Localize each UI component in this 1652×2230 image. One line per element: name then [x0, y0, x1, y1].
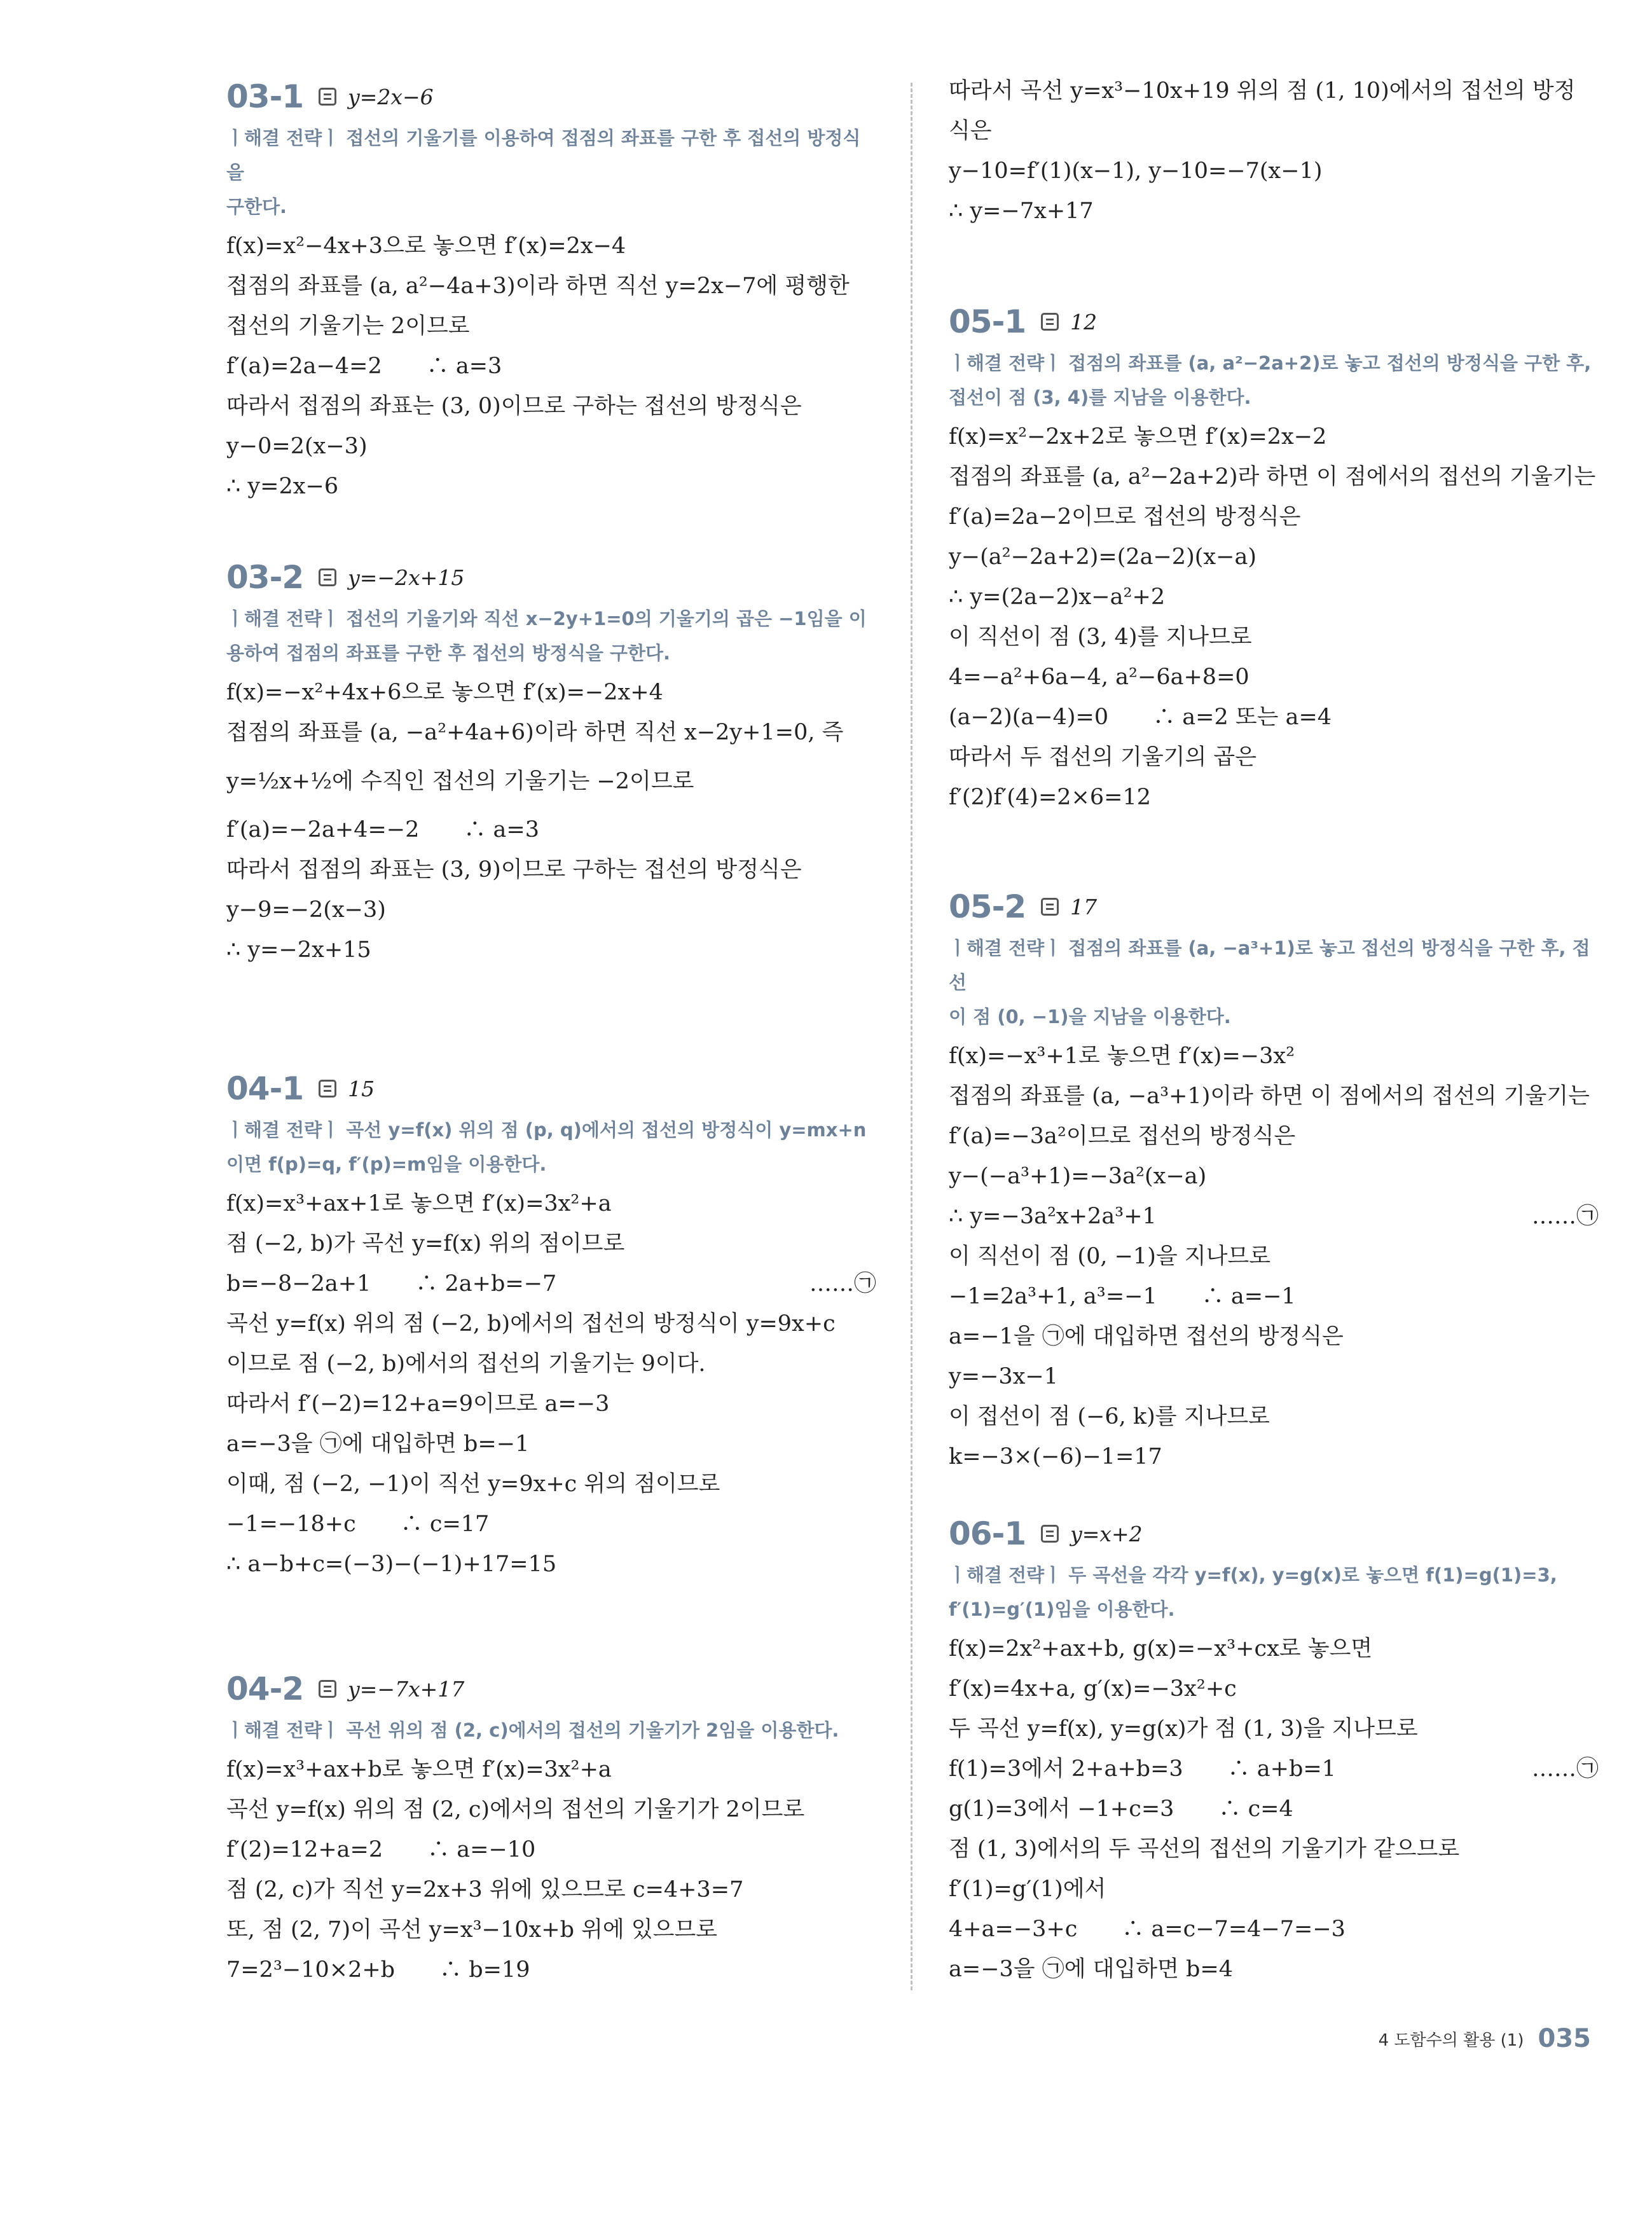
solution-line: g(1)=3에서 −1+c=3 ∴ c=4: [949, 1796, 1293, 1822]
solution-line: a=−3을 ㉠에 대입하면 b=−1: [226, 1431, 530, 1457]
answer-icon: [319, 88, 336, 106]
solution-body: [226, 673, 876, 970]
solution-line: 접점의 좌표를 (a, −a²+4a+6)이라 하면 직선 x−2y+1=0, 즉: [226, 720, 844, 745]
solution-line: f′(2)=12+a=2 ∴ a=−10: [226, 1837, 536, 1862]
problem-header: [226, 78, 876, 116]
solution-line: 7=2³−10×2+b ∴ b=19: [226, 1957, 530, 1983]
strategy-line: ㅣ해결 전략ㅣ 두 곡선을 각각 y=f(x), y=g(x)로 놓으면 f(1)=g(1)=3,: [949, 1564, 1557, 1586]
solution-line: 접점의 좌표를 (a, −a³+1)이라 하면 이 점에서의 접선의 기울기는: [949, 1084, 1590, 1109]
solution-body: [949, 1629, 1599, 1990]
strategy-line: ㅣ해결 전략ㅣ 곡선 y=f(x) 위의 점 (p, q)에서의 접선의 방정식이 y=mx+n: [226, 1119, 867, 1141]
problem-header: [949, 1515, 1599, 1553]
solution-line: ∴ y=−7x+17: [949, 198, 1094, 224]
answer-value: y=−2x+15: [348, 565, 465, 590]
answer-icon: [1041, 313, 1059, 331]
solution-line: 따라서 f′(−2)=12+a=9이므로 a=−3: [226, 1391, 610, 1417]
answer-icon: [319, 1680, 336, 1698]
solution-line: −1=−18+c ∴ c=17: [226, 1511, 490, 1537]
solution-body: [949, 1036, 1599, 1477]
problem-number: 06-1: [949, 1515, 1026, 1552]
solution-line: 이 직선이 점 (0, −1)을 지나므로: [949, 1244, 1271, 1269]
strategy-line: ㅣ해결 전략ㅣ 곡선 위의 점 (2, c)에서의 접선의 기울기가 2임을 이용한다.: [226, 1719, 839, 1741]
solution-line: y−(−a³+1)=−3a²(x−a): [949, 1164, 1207, 1189]
problem-number: 03-2: [226, 559, 304, 596]
solution-line: [226, 1264, 876, 1304]
solution-line: f(x)=−x²+4x+6으로 놓으면 f′(x)=−2x+4: [226, 680, 663, 705]
solution-line: 두 곡선 y=f(x), y=g(x)가 점 (1, 3)을 지나므로: [949, 1716, 1418, 1742]
solution-body: [226, 226, 876, 507]
problem-number: 04-1: [226, 1070, 304, 1107]
problem-header: [226, 1070, 876, 1108]
solution-line: f(x)=x²−4x+3으로 놓으면 f′(x)=2x−4: [226, 233, 626, 259]
solution-line: (a−2)(a−4)=0 ∴ a=2 또는 a=4: [949, 705, 1332, 730]
problem-header: [226, 558, 876, 596]
problem-header: [949, 303, 1599, 341]
problem-03-1: [226, 78, 876, 507]
solution-line: 이 접선이 점 (−6, k)를 지나므로: [949, 1404, 1270, 1429]
strategy-line: 접선이 점 (3, 4)를 지남을 이용한다.: [949, 387, 1251, 408]
solution-line: f′(x)=4x+a, g′(x)=−3x²+c: [949, 1676, 1237, 1702]
solution-line: y=−3x−1: [949, 1364, 1059, 1389]
solution-line: 곡선 y=f(x) 위의 점 (2, c)에서의 접선의 기울기가 2이므로: [226, 1797, 805, 1822]
solution-line: y−0=2(x−3): [226, 434, 368, 459]
solution-line: 따라서 접점의 좌표는 (3, 0)이므로 구하는 접선의 방정식은: [226, 394, 802, 419]
solution-line: f(x)=x³+ax+b로 놓으면 f′(x)=3x²+a: [226, 1757, 612, 1782]
strategy-line: ㅣ해결 전략ㅣ 접점의 좌표를 (a, a²−2a+2)로 놓고 접선의 방정식을 구한 후,: [949, 352, 1592, 374]
chapter-label: 4 도함수의 활용 (1): [1378, 2030, 1524, 2050]
answer-icon: [1041, 1525, 1059, 1543]
solution-line: [949, 1749, 1599, 1789]
solution-line: f′(a)=−3a²이므로 접선의 방정식은: [949, 1124, 1296, 1149]
solution-line: ∴ y=2x−6: [226, 474, 339, 499]
answer-value: y=−7x+17: [348, 1676, 465, 1702]
strategy-line: ㅣ해결 전략ㅣ 접선의 기울기를 이용하여 접점의 좌표를 구한 후 접선의 방정식을: [226, 127, 861, 183]
solution-line: y=½x+½에 수직인 접선의 기울기는 −2이므로: [226, 769, 694, 794]
solution-line: f′(2)f′(4)=2×6=12: [949, 785, 1152, 810]
solution-text: ∴ y=−3a²x+2a³+1: [949, 1204, 1157, 1229]
answer-value: 15: [348, 1076, 375, 1101]
solution-line: 4=−a²+6a−4, a²−6a+8=0: [949, 664, 1249, 690]
solution-strategy: [226, 1113, 876, 1181]
solution-body: [226, 1750, 876, 1990]
answer-value: 12: [1070, 309, 1098, 334]
solution-line: 또, 점 (2, 7)이 곡선 y=x³−10x+b 위에 있으므로: [226, 1917, 718, 1943]
solution-strategy: [226, 1713, 876, 1747]
answer-icon: [319, 568, 336, 586]
problem-number: 03-1: [226, 78, 304, 115]
solution-strategy: [949, 1558, 1599, 1627]
solution-line: 이 직선이 점 (3, 4)를 지나므로: [949, 624, 1252, 650]
solution-body: [226, 1184, 876, 1585]
strategy-line: ㅣ해결 전략ㅣ 접선의 기울기와 직선 x−2y+1=0의 기울기의 곱은 −1임을 이: [226, 608, 867, 630]
solution-body: [949, 71, 1599, 231]
strategy-line: ㅣ해결 전략ㅣ 접점의 좌표를 (a, −a³+1)로 놓고 접선의 방정식을 구한 후, 접선: [949, 937, 1590, 993]
solution-line: 점 (2, c)가 직선 y=2x+3 위에 있으므로 c=4+3=7: [226, 1877, 744, 1903]
solution-line: ∴ y=−2x+15: [226, 937, 371, 963]
answer-value: y=x+2: [1070, 1521, 1143, 1546]
solution-line: −1=2a³+1, a³=−1 ∴ a=−1: [949, 1284, 1296, 1309]
solution-line: f′(a)=2a−2이므로 접선의 방정식은: [949, 504, 1301, 530]
solution-line: 점 (−2, b)가 곡선 y=f(x) 위의 점이므로: [226, 1231, 625, 1256]
solution-line: f(x)=x²−2x+2로 놓으면 f′(x)=2x−2: [949, 424, 1327, 450]
problem-number: 05-2: [949, 888, 1026, 925]
answer-icon: [1041, 898, 1059, 916]
problem-04-2: [226, 1670, 876, 1990]
strategy-line: f′(1)=g′(1)임을 이용한다.: [949, 1599, 1175, 1620]
solution-line: f′(a)=−2a+4=−2 ∴ a=3: [226, 817, 539, 843]
problem-05-2: [949, 888, 1599, 1477]
solution-line: a=−3을 ㉠에 대입하면 b=4: [949, 1957, 1234, 1982]
solution-line: k=−3×(−6)−1=17: [949, 1444, 1162, 1469]
solution-strategy: [949, 346, 1599, 415]
equation-marker: ……㉠: [1531, 1756, 1599, 1782]
answer-icon: [319, 1080, 336, 1098]
equation-marker: ……㉠: [809, 1271, 876, 1297]
strategy-line: 용하여 접점의 좌표를 구한 후 접선의 방정식을 구한다.: [226, 642, 670, 664]
problem-04-2-continued: [949, 71, 1599, 231]
strategy-line: 구한다.: [226, 196, 287, 217]
solution-line: 따라서 두 접선의 기울기의 곱은: [949, 745, 1257, 770]
equation-marker: ……㉠: [1531, 1204, 1599, 1229]
problem-06-1: [949, 1515, 1599, 1990]
solution-text: b=−8−2a+1 ∴ 2a+b=−7: [226, 1271, 557, 1297]
problem-04-1: [226, 1070, 876, 1585]
solution-line: y−(a²−2a+2)=(2a−2)(x−a): [949, 544, 1256, 570]
answer-value: y=2x−6: [348, 84, 434, 109]
solution-line: ∴ y=(2a−2)x−a²+2: [949, 584, 1166, 610]
solution-line: 이므로 점 (−2, b)에서의 접선의 기울기는 9이다.: [226, 1351, 706, 1377]
solution-line: 따라서 곡선 y=x³−10x+19 위의 점 (1, 10)에서의 접선의 방정: [949, 78, 1576, 104]
solution-line: 따라서 접점의 좌표는 (3, 9)이므로 구하는 접선의 방정식은: [226, 857, 802, 883]
problem-03-2: [226, 558, 876, 970]
strategy-line: 이면 f(p)=q, f′(p)=m임을 이용한다.: [226, 1153, 547, 1175]
problem-number: 04-2: [226, 1670, 304, 1707]
solution-line: 이때, 점 (−2, −1)이 직선 y=9x+c 위의 점이므로: [226, 1471, 720, 1497]
solution-line: f′(1)=g′(1)에서: [949, 1876, 1106, 1902]
column-divider: [911, 83, 912, 1990]
solution-strategy: [226, 602, 876, 670]
solution-strategy: [226, 121, 876, 224]
solution-line: [949, 1197, 1599, 1237]
solution-text: f(1)=3에서 2+a+b=3 ∴ a+b=1: [949, 1756, 1336, 1782]
solution-line: a=−1을 ㉠에 대입하면 접선의 방정식은: [949, 1324, 1344, 1349]
solution-line: 4+a=−3+c ∴ a=c−7=4−7=−3: [949, 1917, 1346, 1942]
solution-line: f(x)=−x³+1로 놓으면 f′(x)=−3x²: [949, 1043, 1295, 1069]
answer-value: 17: [1070, 894, 1098, 919]
solution-line: f′(a)=2a−4=2 ∴ a=3: [226, 354, 502, 379]
problem-header: [226, 1670, 876, 1708]
solution-line: 곡선 y=f(x) 위의 점 (−2, b)에서의 접선의 방정식이 y=9x+c: [226, 1311, 836, 1337]
solution-body: [949, 417, 1599, 818]
page-number: 035: [1538, 2024, 1591, 2053]
solution-line: 접점의 좌표를 (a, a²−4a+3)이라 하면 직선 y=2x−7에 평행한: [226, 273, 850, 299]
solution-line: ∴ a−b+c=(−3)−(−1)+17=15: [226, 1552, 557, 1577]
solution-strategy: [949, 931, 1599, 1034]
solution-line: f(x)=2x²+ax+b, g(x)=−x³+cx로 놓으면: [949, 1636, 1373, 1662]
solution-line: y−10=f′(1)(x−1), y−10=−7(x−1): [949, 158, 1323, 184]
solution-line: 접선의 기울기는 2이므로: [226, 313, 470, 339]
problem-header: [949, 888, 1599, 926]
solution-line: f(x)=x³+ax+1로 놓으면 f′(x)=3x²+a: [226, 1191, 612, 1216]
solution-line: 점 (1, 3)에서의 두 곡선의 접선의 기울기가 같으므로: [949, 1836, 1460, 1862]
problem-number: 05-1: [949, 303, 1026, 340]
solution-line: 식은: [949, 118, 992, 144]
page-footer: [1379, 2024, 1591, 2053]
problem-05-1: [949, 303, 1599, 818]
strategy-line: 이 점 (0, −1)을 지남을 이용한다.: [949, 1006, 1231, 1028]
solution-line: 접점의 좌표를 (a, a²−2a+2)라 하면 이 점에서의 접선의 기울기는: [949, 464, 1596, 490]
solution-line: y−9=−2(x−3): [226, 897, 386, 923]
